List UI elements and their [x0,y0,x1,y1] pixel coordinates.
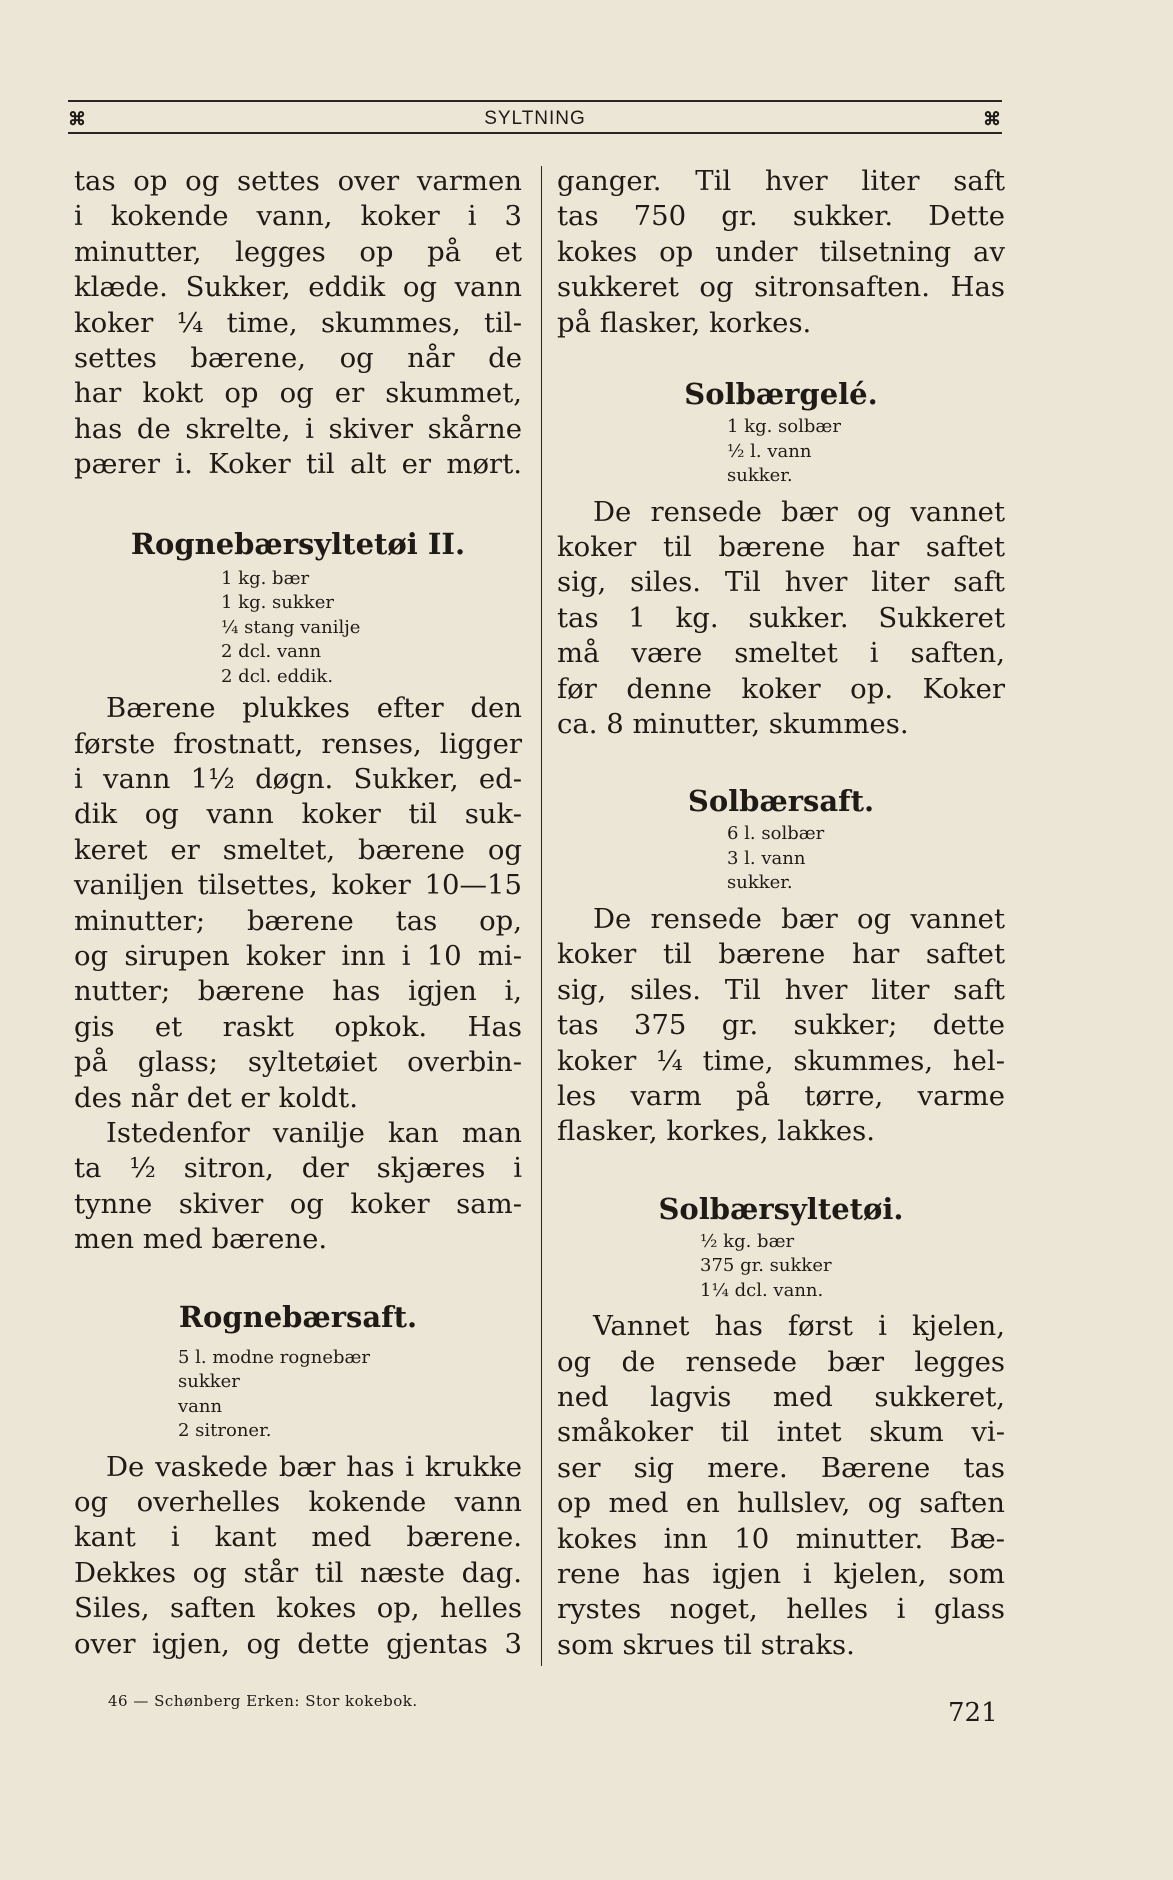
recipe-text [74,691,522,1258]
ingredient: sukker. [727,465,793,487]
ingredient: ½ kg. bær [700,1230,795,1252]
ingredient-list [557,1230,1005,1304]
header-rule-bottom [68,132,1002,134]
text-line: kokes op under tilsetning av [557,235,1005,268]
header-ornament-left: ⌘ [68,108,87,129]
ingredient: 2 dcl. eddik. [221,665,334,687]
text-line: koker til bærene har saftet [557,938,1005,971]
text-line: tas 375 gr. sukker; dette [557,1009,1005,1042]
text-line: i vann 1½ døgn. Sukker, ed- [74,762,522,795]
text-line: minutter, legges op på et [74,235,522,268]
ingredient: 375 gr. sukker [700,1255,832,1277]
ingredient-list [557,822,1005,896]
text-line: ganger. Til hver liter saft [557,165,1005,197]
header-rule-top [68,100,1002,102]
ingredient: 1 kg. sukker [221,592,334,614]
text-line: tas op og settes over varmen [74,165,522,197]
ingredient: 2 sitroner. [178,1420,272,1442]
intro-text [74,164,522,483]
recipe-title: Rognebærsaft. [178,1299,418,1334]
ingredient: 3 l. vann [727,847,806,869]
text-line: som skrues til straks. [557,1628,855,1661]
text-line: før denne koker op. Koker [557,672,1005,705]
intro-text [557,164,1005,341]
text-line: flasker, korkes, lakkes. [557,1115,875,1148]
text-line: pærer i. Koker til alt er mørt. [74,448,522,481]
ingredient: sukker [178,1371,240,1393]
column-divider [541,166,542,1666]
text-line: kant i kant med bærene. [74,1521,522,1554]
ingredient: ¼ stang vanilje [221,616,361,638]
recipe-text [557,495,1005,743]
ingredient: vann [178,1395,223,1417]
running-header [68,108,1002,130]
text-line: keret er smeltet, bærene og [74,833,522,866]
text-line: ca. 8 minutter, skummes. [557,707,909,740]
recipe-title: Solbærsaft. [687,784,875,819]
text-line: sig, siles. Til hver liter saft [557,973,1005,1006]
text-line: koker til bærene har saftet [557,530,1005,563]
text-line: Bærene plukkes efter den [106,692,522,725]
text-line: ned lagvis med sukkeret, [557,1381,1005,1414]
ingredient: ½ l. vann [727,440,812,462]
header-ornament-right: ⌘ [982,108,1002,129]
text-line: på glass; syltetøiet overbin- [74,1046,522,1079]
right-column [557,164,1005,1663]
text-line: nutter; bærene has igjen i, [74,975,522,1008]
ingredient: 1 kg. bær [221,567,310,589]
text-line: på flasker, korkes. [557,306,812,339]
ingredient: 6 l. solbær [727,823,825,845]
text-line: les varm på tørre, varme [557,1079,1005,1112]
text-line: Vannet has først i kjelen, [593,1310,1005,1343]
text-line: De vaskede bær has i krukke [106,1450,522,1483]
ingredient: 2 dcl. vann [221,641,322,663]
text-line: klæde. Sukker, eddik og vann [74,271,522,304]
recipe-title: Solbærgelé. [684,377,878,412]
text-line: dik og vann koker til suk- [74,798,522,831]
ingredient: 1 kg. solbær [727,416,841,438]
text-line: settes bærene, og når de [74,342,522,375]
ingredient-list [557,415,1005,489]
text-line: og overhelles kokende vann [74,1486,522,1519]
text-line: småkoker til intet skum vi- [557,1416,1005,1449]
text-line: over igjen, og dette gjentas 3 [74,1627,522,1660]
text-line: tynne skiver og koker sam- [74,1187,522,1220]
text-line: koker ¼ time, skummes, til- [74,306,522,339]
text-line: minutter; bærene tas op, [74,904,522,937]
text-line: rene has igjen i kjelen, som [557,1558,1005,1591]
header-title: SYLTNING [484,108,586,129]
text-line: Istedenfor vanilje kan man [106,1117,522,1150]
text-line: og sirupen koker inn i 10 mi- [74,940,522,972]
text-line: ser sig mere. Bærene tas [557,1451,1005,1484]
text-line: må være smeltet i saften, [557,637,1005,670]
recipe-text [74,1450,522,1662]
text-line: Dekkes og står til næste dag. [74,1556,522,1589]
ingredient: sukker. [727,872,793,894]
ingredient-list [74,567,522,690]
recipe-title: Rognebærsyltetøi II. [130,526,466,561]
text-line: vaniljen tilsettes, koker 10—15 [74,869,522,902]
ingredient: 5 l. modne rognebær [178,1346,371,1368]
text-line: sig, siles. Til hver liter saft [557,566,1005,599]
text-line: kokes inn 10 minutter. Bæ- [557,1522,1005,1555]
text-line: Siles, saften kokes op, helles [74,1592,522,1625]
text-line: De rensede bær og vannet [593,495,1005,528]
text-line: op med en hullslev, og saften [557,1487,1005,1520]
printer-signature: 46 — Schønberg Erken: Stor kokebok. [108,1692,418,1710]
ingredient: 1¼ dcl. vann. [700,1279,824,1301]
text-line: første frostnatt, renses, ligger [74,727,522,760]
text-line: has de skrelte, i skiver skårne [74,412,522,445]
text-line: og de rensede bær legges [557,1345,1005,1378]
left-column [74,164,522,1662]
ingredient-list [74,1346,522,1444]
recipe-text [557,1309,1005,1663]
recipe-text [557,902,1005,1150]
text-line: rystes noget, helles i glass [557,1593,1005,1626]
text-line: i kokende vann, koker i 3 [74,200,522,233]
text-line: tas 750 gr. sukker. Dette [557,200,1005,233]
text-line: har kokt op og er skummet, [74,377,522,410]
text-line: ta ½ sitron, der skjæres i [74,1152,522,1185]
text-line: koker ¼ time, skummes, hel- [557,1044,1005,1077]
text-line: tas 1 kg. sukker. Sukkeret [557,601,1005,634]
text-line: sukkeret og sitronsaften. Has [557,271,1005,304]
text-line: des når det er koldt. [74,1081,358,1114]
recipe-title: Solbærsyltetøi. [658,1191,904,1226]
text-line: gis et raskt opkok. Has [74,1010,522,1043]
text-line: De rensede bær og vannet [593,902,1005,935]
page-number: 721 [948,1698,998,1728]
text-line: men med bærene. [74,1223,328,1256]
